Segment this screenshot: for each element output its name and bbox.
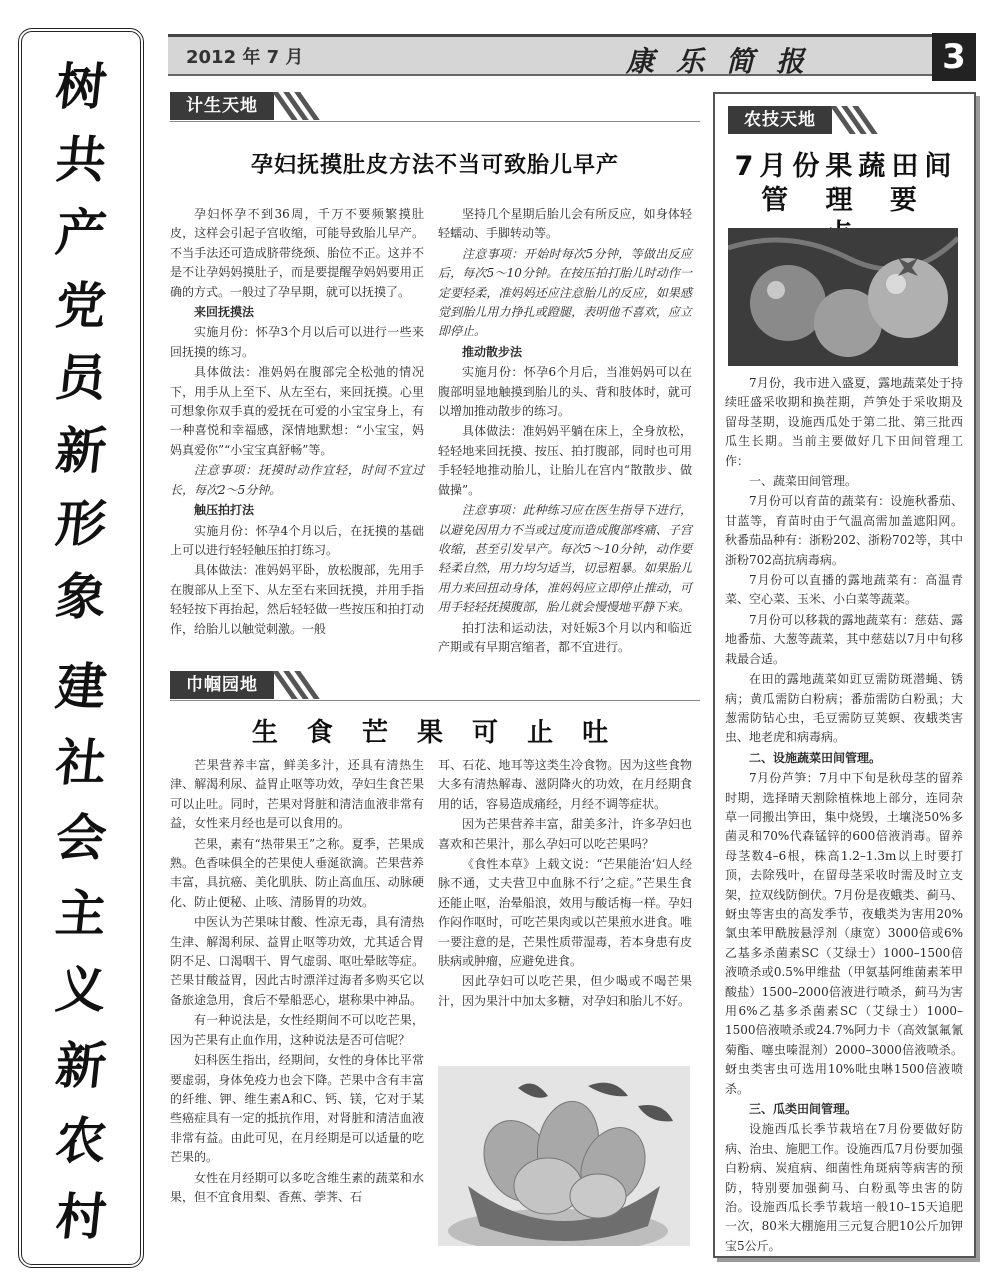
tab-stripes-icon bbox=[277, 92, 310, 120]
paragraph: 芒果，素有“热带果王”之称。夏季，芒果成熟。色香味俱全的芒果使人垂涎欲滴。芒果营养丰富，具抗癌、美化肌肤、防止高血压、动脉硬化、防止便秘、止咳、清肠胃的功效。 bbox=[170, 836, 424, 909]
section-label: 巾帼园地 bbox=[170, 671, 274, 699]
paragraph: 一、蔬菜田间管理。 bbox=[749, 474, 858, 489]
subheading: 推动散步法 bbox=[462, 344, 523, 359]
paragraph: 7月份可以育苗的蔬菜有：设施秋番茄、甘蓝等，育苗时由于气温高需加盖遮阳网。秋番茄品种有：浙粉202、浙粉702等，其中浙粉702高抗病毒病。 bbox=[725, 494, 963, 567]
slogan-char: 产 bbox=[52, 203, 110, 262]
section-tab-family-planning bbox=[170, 92, 310, 120]
article-headline: 孕妇抚摸肚皮方法不当可致胎儿早产 bbox=[250, 153, 619, 178]
subheading: 三、瓜类田间管理。 bbox=[749, 1102, 858, 1117]
paragraph: 具体做法：准妈妈在腹部完全松弛的情况下，用手从上至下、从左至右，来回抚摸。心里可想象你双手真的爱抚在可爱的小宝宝身上，有一种喜悦和幸福感，深情地默想：“小宝宝，妈妈真爱你”“小宝宝真舒畅”等。 bbox=[170, 365, 424, 457]
article-column-2 bbox=[438, 756, 692, 1012]
article-headline: 生 食 芒 果 可 止 吐 bbox=[251, 718, 619, 748]
page-header bbox=[168, 34, 976, 76]
paragraph: 实施月份：怀孕4个月以后，在抚摸的基础上可以进行轻轻触压拍打练习。 bbox=[170, 523, 424, 557]
tomato-photo bbox=[728, 228, 958, 366]
subheading: 触压拍打法 bbox=[194, 503, 255, 518]
paragraph: 女性在月经期可以多吃含维生素的蔬菜和水果，但不宜食用梨、香蕉、荸荠、石 bbox=[170, 1170, 424, 1204]
issue-date: 2012 年 7 月 bbox=[186, 47, 304, 68]
article-column-1 bbox=[170, 756, 424, 1208]
paragraph: 有一种说法是，女性经期间不可以吃芒果，因为芒果有止血作用，这种说法是否可信呢？ bbox=[170, 1013, 424, 1047]
paragraph: 7月份可以直播的露地蔬菜有：高温青菜、空心菜、玉米、小白菜等蔬菜。 bbox=[725, 573, 963, 607]
slogan-char: 社 bbox=[52, 733, 110, 792]
paragraph: 注意事项：开始时每次5分钟，等做出反应后，每次5～10分钟。在按压拍打胎儿时动作一定要轻柔，准妈妈还应注意胎儿的反应，如果感觉到胎儿用力挣扎或蹬腿，表明他不喜欢，应立即停止。 bbox=[438, 246, 692, 339]
paragraph: 中医认为芒果味甘酸、性凉无毒，具有清热生津、解渴利尿、益胃止呕等功效，尤其适合胃阴不足、口渴咽干、胃气虚弱、呕吐晕眩等症。芒果甘酸益胃，因此古时漂洋过海者多购买它以备旅途急用，食后不晕船恶心，堪称果中神品。 bbox=[170, 915, 424, 1007]
paragraph: 实施月份：怀孕3个月以后可以进行一些来回抚摸的练习。 bbox=[170, 325, 424, 359]
paragraph: 《食性本草》上载文说：“芒果能治‘妇人经脉不通，丈夫营卫中血脉不行’之症。”芒果生食还能止呕，治晕船浪，效用与酸话梅一样。孕妇作闷作呕时，可吃芒果肉或以芒果煎水进食。唯一要注意的是，芒果性质带湿毒，若本身患有皮肤病或肿瘤，应避免进食。 bbox=[438, 857, 692, 969]
page-number: 3 bbox=[932, 33, 976, 81]
paragraph: 7月份可以移栽的露地蔬菜有：慈菇、露地番茄、大葱等蔬菜，其中慈菇以7月中旬移栽最合适。 bbox=[725, 612, 963, 666]
paragraph: 耳、石花、地耳等这类生冷食物。因为这些食物大多有清热解毒、滋阴降火的功效，在月经期食用的话，容易造成痛经，月经不调等症状。 bbox=[438, 758, 692, 811]
paragraph: 设施西瓜长季节栽培在7月份要做好防病、治虫、施肥工作。设施西瓜7月份要加强白粉病、炭疽病、细菌性角斑病等病害的预防，特别要加强蓟马、白粉虱等虫害的防治。设施西瓜长季节栽培一般10–15天追肥一次，80米大棚施用三元复合肥10公斤加钾宝5公斤。 bbox=[725, 1122, 963, 1253]
paragraph: 因此孕妇可以吃芒果，但少喝或不喝芒果汁，因为果汁中加太多糖，对孕妇和胎儿不好。 bbox=[438, 974, 692, 1008]
farm-article-body bbox=[725, 374, 963, 1257]
section-divider bbox=[170, 121, 700, 122]
slogan-char: 建 bbox=[52, 658, 110, 716]
slogan-line-2 bbox=[22, 658, 140, 1246]
paragraph: 注意事项：抚摸时动作宜轻，时间不宜过长，每次2～5分钟。 bbox=[170, 463, 424, 497]
headline-line-1: 7月份果蔬田间 bbox=[734, 151, 958, 182]
section-divider bbox=[170, 700, 700, 701]
headline-line-2: 管 理 要 bbox=[761, 185, 931, 216]
subheading: 来回抚摸法 bbox=[194, 305, 255, 320]
mango-photo bbox=[438, 1066, 690, 1246]
paragraph: 在田的露地蔬菜如豇豆需防斑潜蝇、锈病；黄瓜需防白粉病；番茄需防白粉虱；大葱需防钻心虫，毛豆需防豆荚螟、夜蛾类害虫、地老虎和病毒病。 bbox=[725, 672, 963, 745]
slogan-char: 农 bbox=[52, 1112, 110, 1171]
paragraph: 芒果营养丰富，鲜美多汁，还具有清热生津、解渴利尿、益胃止呕等功效，孕妇生食芒果可以止吐。同时，芒果对肾脏和清洁血液非常有益，女性来月经也是可以食用的。 bbox=[170, 758, 424, 831]
slogan-char: 象 bbox=[52, 567, 110, 626]
section-label: 计生天地 bbox=[170, 92, 274, 120]
mango-basket-image bbox=[438, 1066, 690, 1246]
slogan-char: 新 bbox=[52, 422, 110, 481]
paragraph: 妇科医生指出，经期间，女性的身体比平常要虚弱，身体免疫力也会下降。芒果中含有丰富的纤维、钾、维生素A和C、钙、镁，它对于某些癌症具有一定的抵抗作用，对肾脏和清洁血液非常有益。由此可见，在月经期是可以适量的吃芒果的。 bbox=[170, 1053, 424, 1165]
paragraph: 实施月份：怀孕6个月后，当准妈妈可以在腹部明显地触摸到胎儿的头、背和肢体时，就可以增加推动散步的练习。 bbox=[438, 365, 692, 419]
slogan-char: 义 bbox=[52, 960, 110, 1019]
slogan-char: 会 bbox=[52, 809, 110, 868]
slogan-char: 村 bbox=[52, 1187, 110, 1246]
section-tab-farm bbox=[728, 106, 868, 134]
tab-stripes-icon bbox=[277, 671, 310, 699]
paragraph: 具体做法：准妈妈平躺在床上，全身放松，轻轻地来回抚摸、按压、拍打腹部，同时也可用手轻轻地推动胎儿，让胎儿在宫内“散散步、做做操”。 bbox=[438, 424, 692, 497]
paragraph: 具体做法：准妈妈平卧，放松腹部，先用手在腹部从上至下、从左至右来回抚摸，并用手指轻轻按下再抬起，然后轻轻做一些按压和拍打动作，给胎儿以触觉刺激。一般 bbox=[170, 563, 424, 636]
slogan-char: 形 bbox=[52, 495, 110, 554]
slogan-char: 树 bbox=[52, 58, 110, 116]
paragraph: 拍打法和运动法，对妊娠3个月以内和临近产期或有早期宫缩者，都不宜进行。 bbox=[438, 620, 692, 654]
paragraph: 7月份，我市进入盛夏，露地蔬菜处于持续旺盛采收期和换茬期，芦笋处于采收期及留母茎期，设施西瓜处于第二批、第三批西瓜生长期。当前主要做好几下田间管理工作： bbox=[725, 376, 963, 468]
article-column-1 bbox=[170, 205, 424, 640]
section-label: 农技天地 bbox=[728, 106, 832, 134]
paragraph: 注意事项：此种练习应在医生指导下进行，以避免因用力不当或过度而造成腹部疼痛、子宫收缩，甚至引发早产。每次5～10分钟，动作要轻柔自然，用力均匀适当，切忌粗暴。如果胎儿用力来回扭动身体，准妈妈应立即停止推动，可用手轻轻抚摸腹部，胎儿就会慢慢地平静下来。 bbox=[438, 503, 692, 615]
tomato-image bbox=[728, 228, 958, 366]
paragraph: 坚持几个星期后胎儿会有所反应，如身体轻轻蠕动、手脚转动等。 bbox=[438, 207, 692, 241]
slogan-char: 主 bbox=[52, 885, 110, 944]
slogan-char: 新 bbox=[52, 1036, 110, 1095]
tab-stripes-icon bbox=[835, 106, 868, 134]
slogan-char: 员 bbox=[52, 349, 110, 408]
slogan-char: 党 bbox=[52, 276, 110, 335]
subheading: 二、设施蔬菜田间管理。 bbox=[749, 750, 882, 765]
paragraph: 因为芒果营养丰富，甜美多汁，许多孕妇也喜欢和芒果汁，那么孕妇可以吃芒果吗？ bbox=[438, 817, 692, 851]
article-column-2 bbox=[438, 205, 692, 658]
paragraph: 7月份芦笋：7月中下旬是秋母茎的留养时期，选择晴天割除植株地上部分，连同杂草一同搬出笋田，集中烧毁，土壤浇50%多菌灵和70%代森锰锌的600倍液消毒。留养母茎数4–6根，株高1.2–1.3m以上时要打顶，去除残叶，在留母茎采收时需及时立支架，拉双线防倒伏。7月份是夜蛾类、蓟马、蚜虫等害虫的高发季节，夜蛾类为害用20%氯虫苯甲酰胺悬浮剂（康宽）3000倍或6%乙基多杀菌素SC（艾绿士）1000–1500倍液喷杀或0.5%甲维盐（甲氨基阿维菌素苯甲酸盐）1500–2000倍液进行喷杀，蓟马为害用6%乙基多杀菌素SC（艾绿士）1000–1500倍液喷杀或24.7%阿力卡（高效氯氟氰菊酯、噻虫嗪混剂）2000–3000倍液喷杀。蚜虫类害虫可选用10%吡虫啉1500倍液喷杀。 bbox=[725, 771, 963, 1096]
slogan-char: 共 bbox=[52, 130, 110, 189]
slogan-line-1 bbox=[22, 58, 140, 626]
slogan-banner bbox=[18, 28, 144, 1268]
newspaper-title: 康乐简报 bbox=[626, 45, 827, 78]
paragraph: 孕妇怀孕不到36周，千万不要频繁摸肚皮，这样会引起子宫收缩，可能导致胎儿早产。不当手法还可造成脐带绕颈、胎位不正。这并不是不让孕妈妈摸肚子，而是要提醒孕妈妈要用正确的方式。一般过了孕早期，就可以抚摸了。 bbox=[170, 207, 424, 299]
section-tab-women bbox=[170, 671, 310, 699]
